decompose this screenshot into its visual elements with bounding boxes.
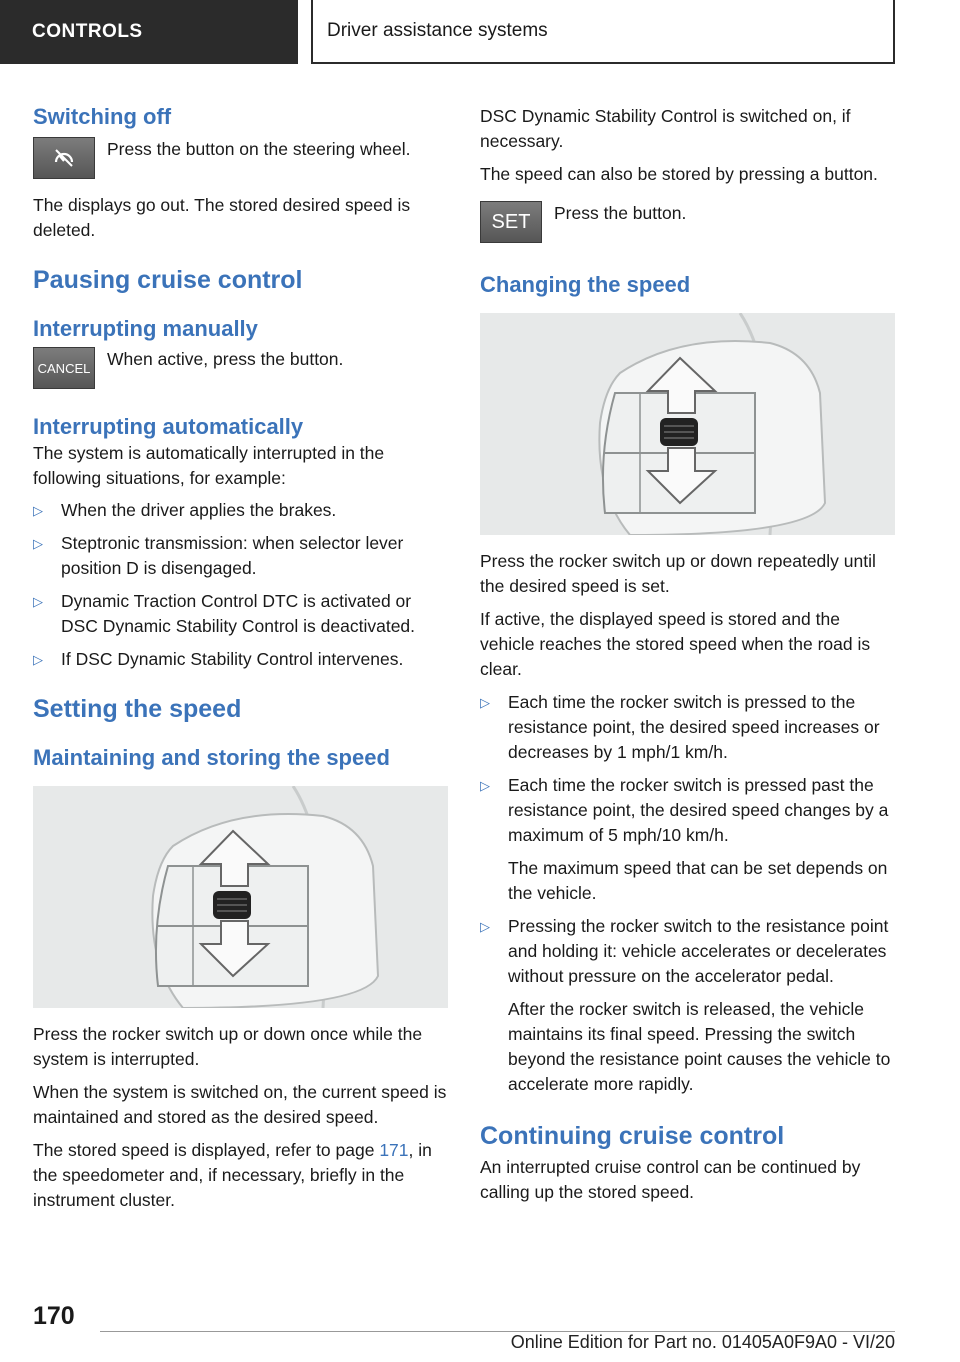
continuing-heading: Continuing cruise control [480, 1122, 785, 1150]
bullet-icon: ▷ [33, 594, 43, 609]
steering-wheel-rocker-image [33, 786, 448, 1008]
auto-heading: Interrupting automatically [33, 414, 304, 439]
list-item: ▷ When the driver applies the brakes. [33, 498, 448, 523]
dsc-text: DSC Dynamic Stability Control is switched on, if necessary. [480, 106, 851, 151]
repeat-instruction: Press the rocker switch up or down repeatedly until the desired speed is set. [480, 551, 876, 596]
steering-wheel-rocker-image-2 [480, 313, 895, 535]
cruise-off-button-image [33, 137, 95, 179]
speedometer-off-icon [51, 147, 77, 169]
bullet-icon: ▷ [33, 503, 43, 518]
bullet-icon: ▷ [480, 778, 490, 793]
rocker-instruction: Press the rocker switch up or down once while the system is interrupted. [33, 1024, 423, 1069]
cancel-label: CANCEL [37, 360, 91, 376]
list-item: ▷ Dynamic Traction Control DTC is activated or DSC Dynamic Stability Control is deactivated. [33, 591, 416, 636]
list-item: ▷ Each time the rocker switch is pressed past the resistance point, the desired speed changes by a maximum of 5 mph/10 km/h. The maximum speed that can be set depends on the vehicle. [480, 773, 895, 906]
store-text: The speed can also be stored by pressing a button. [480, 164, 878, 184]
set-row [480, 201, 895, 243]
page-number: 170 [33, 1302, 75, 1330]
chapter-tab [311, 0, 895, 64]
set-label: SET [491, 210, 531, 233]
left-column [33, 100, 448, 1213]
list-item: ▷ If DSC Dynamic Stability Control intervenes. [33, 647, 448, 672]
right-column [480, 104, 895, 1205]
edition-text: Online Edition for Part no. 01405A0F9A0 - VI/20 [510, 1332, 895, 1352]
section-tab [0, 0, 298, 64]
maintaining-heading: Maintaining and storing the speed [33, 745, 390, 770]
maintain-text: When the system is switched on, the current speed is maintained and stored as the desired speed. [33, 1082, 447, 1127]
auto-intro: The system is automatically interrupted in the following situations, for example: [33, 443, 385, 488]
active-text: If active, the displayed speed is stored and the vehicle reaches the stored speed when the road is clear. [480, 609, 871, 679]
manual-instruction: When active, press the button. [107, 349, 344, 369]
list-item: ▷ Each time the rocker switch is pressed to the resistance point, the desired speed increases or decreases by 1 mph/1 km/h. [480, 692, 880, 762]
switching-off-row [33, 137, 448, 179]
list-item-note: After the rocker switch is released, the vehicle maintains its final speed. Pressing the switch beyond the resistance point causes the vehicle to accelerate more rapidly. [508, 999, 891, 1094]
bullet-icon: ▷ [480, 695, 490, 710]
switching-off-instruction: Press the button on the steering wheel. [107, 139, 411, 159]
pausing-heading: Pausing cruise control [33, 266, 303, 294]
stored-speed-text: The stored speed is displayed, refer to page 171, in the speedometer and, if necessary, briefly in the instrument cluster. [33, 1140, 432, 1210]
manual-row [33, 347, 448, 389]
manual-heading: Interrupting manually [33, 316, 258, 341]
switching-off-heading: Switching off [33, 104, 172, 129]
rocker-list [480, 690, 895, 1097]
switching-off-body: The displays go out. The stored desired speed is deleted. [33, 195, 411, 240]
bullet-icon: ▷ [480, 919, 490, 934]
bullet-icon: ▷ [33, 652, 43, 667]
continuing-text: An interrupted cruise control can be continued by calling up the stored speed. [480, 1157, 861, 1202]
set-button-image [480, 201, 542, 243]
set-instruction: Press the button. [554, 203, 687, 223]
setting-heading: Setting the speed [33, 695, 242, 723]
list-item: ▷ Steptronic transmission: when selector lever position D is disengaged. [33, 533, 404, 578]
list-item: ▷ Pressing the rocker switch to the resistance point and holding it: vehicle accelerates or decelerates without pressure on the accelerator pedal. After the rocker switch is released, the vehicle maintains its final speed. Pressing the switch beyond the resistance point causes the vehicle to accelerate more rapidly. [480, 914, 895, 1097]
chapter-title: Driver assistance systems [327, 20, 548, 41]
section-title: CONTROLS [32, 21, 143, 42]
changing-heading: Changing the speed [480, 272, 691, 297]
auto-list [33, 498, 448, 672]
bullet-icon: ▷ [33, 536, 43, 551]
list-item-note: The maximum speed that can be set depends on the vehicle. [508, 858, 888, 903]
page-reference-link[interactable]: 171 [379, 1140, 409, 1160]
cancel-button-image [33, 347, 95, 389]
